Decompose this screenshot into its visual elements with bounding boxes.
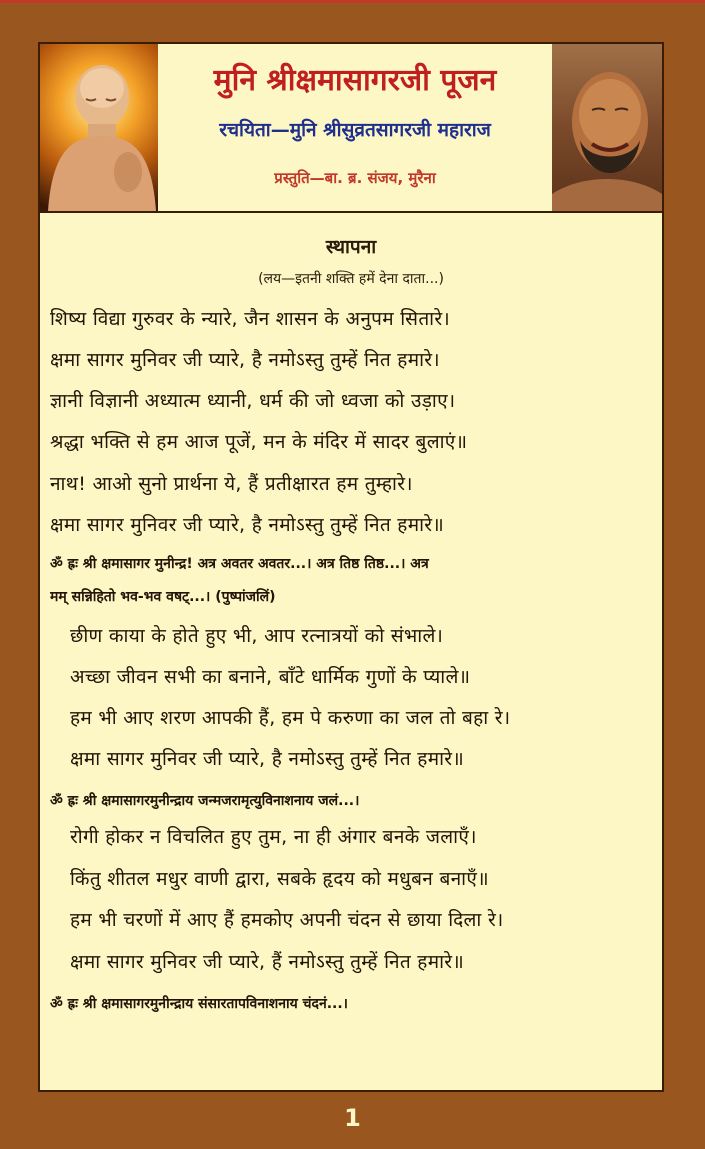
muni-portrait-image: [552, 44, 662, 211]
verse-line: अच्छा जीवन सभी का बनाने, बाँटे धार्मिक गुणों के प्याले॥: [70, 666, 471, 688]
verse-line: क्षमा सागर मुनिवर जी प्यारे, है नमोऽस्तु तुम्हें नित हमारे॥: [70, 748, 465, 770]
verse-line: छीण काया के होते हुए भी, आप रत्नात्रयों को संभाले।: [70, 625, 444, 647]
verse-line: क्षमा सागर मुनिवर जी प्यारे, है नमोऽस्तु तुम्हें नित हमारे।: [50, 349, 440, 371]
verse-line: क्षमा सागर मुनिवर जी प्यारे, हैं नमोऽस्तु तुम्हें नित हमारे॥: [70, 951, 465, 973]
acharya-portrait-image: [40, 44, 158, 211]
verse-line: हम भी आए शरण आपकी हैं, हम पे करुणा का जल तो बहा रे।: [70, 707, 511, 729]
presenter-line: प्रस्तुति—बा. ब्र. संजय, मुरैना: [274, 169, 436, 187]
mantra-line: ॐ ह्रः श्री क्षमासागर मुनीन्द्र! अत्र अवतर अवतर...। अत्र तिष्ठ तिष्ठ...। अत्र: [50, 556, 429, 572]
mantra-line: ॐ ह्रः श्री क्षमासागरमुनीन्द्राय जन्मजरामृत्युविनाशनाय जलं...।: [50, 793, 360, 809]
page-card: [38, 42, 664, 1092]
verse-line: शिष्य विद्या गुरुवर के न्यारे, जैन शासन के अनुपम सितारे।: [50, 308, 450, 330]
verse-line: श्रद्धा भक्ति से हम आज पूजें, मन के मंदिर में सादर बुलाएं॥: [50, 431, 468, 453]
mantra-line: मम् सन्निहितो भव-भव वषट्...। (पुष्पांजलिं): [50, 589, 276, 605]
verse-line: किंतु शीतल मधुर वाणी द्वारा, सबके हृदय को मधुबन बनाएँ॥: [70, 868, 489, 890]
acharya-photo: [40, 44, 158, 211]
verse-line: ज्ञानी विज्ञानी अध्यात्म ध्यानी, धर्म की जो ध्वजा को उड़ाए।: [50, 390, 456, 412]
top-rule: [0, 0, 705, 3]
verse-line: हम भी चरणों में आए हैं हमकोए अपनी चंदन से छाया दिला रे।: [70, 909, 504, 931]
tune-note: (लय—इतनी शक्ति हमें देना दाता...): [258, 271, 444, 287]
header-banner: [40, 44, 662, 213]
verse-line: रोगी होकर न विचलित हुए तुम, ना ही अंगार बनके जलाएँ।: [70, 826, 477, 848]
verse-line: क्षमा सागर मुनिवर जी प्यारे, है नमोऽस्तु तुम्हें नित हमारे॥: [50, 514, 445, 536]
muni-photo: [552, 44, 662, 211]
mantra-line: ॐ ह्रः श्री क्षमासागरमुनीन्द्राय संसारतापविनाशनाय चंदनं...।: [50, 996, 348, 1012]
page-title: मुनि श्रीक्षमासागरजी पूजन: [213, 63, 497, 98]
page-number: 1: [344, 1104, 361, 1132]
section-title: स्थापना: [325, 236, 377, 258]
verse-line: नाथ! आओ सुनो प्रार्थना ये, हैं प्रतीक्षारत हम तुम्हारे।: [50, 473, 413, 495]
author-line: रचयिता—मुनि श्रीसुव्रतसागरजी महाराज: [219, 119, 491, 141]
